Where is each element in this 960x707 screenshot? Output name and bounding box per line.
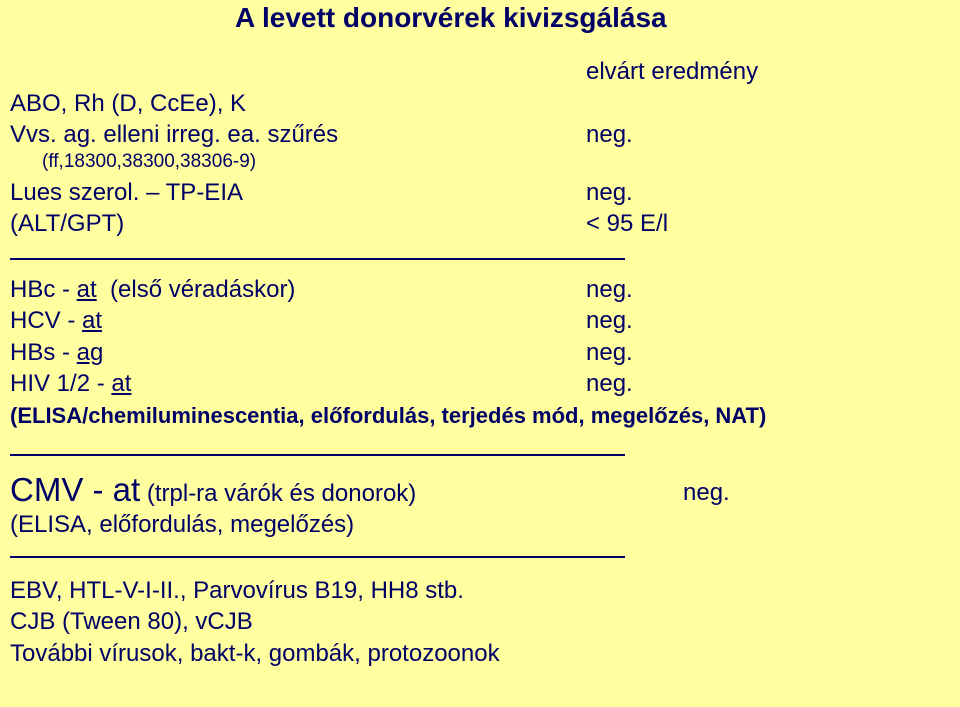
hbc-name: HBc - xyxy=(10,276,77,303)
line-hcv xyxy=(10,307,102,335)
separator-3 xyxy=(10,556,625,558)
hbs-name: HBs - xyxy=(10,339,77,366)
hcv-name: HCV - xyxy=(10,307,82,334)
line-irreg: Vvs. ag. elleni irreg. ea. szűrés xyxy=(10,121,339,148)
separator-2 xyxy=(10,454,625,456)
hiv-name: HIV 1/2 - xyxy=(10,370,112,397)
line-abo: ABO, Rh (D, CcEe), K xyxy=(10,90,247,117)
result-hbc: neg. xyxy=(586,276,633,303)
line-cjb: CJB (Tween 80), vCJB xyxy=(10,608,253,635)
result-lues: neg. xyxy=(586,179,633,206)
hcv-at: at xyxy=(82,307,103,334)
cmv-note: (trpl-ra várók és donorok) xyxy=(140,480,417,507)
cmv-title: CMV - at xyxy=(10,471,141,508)
hbc-at: at xyxy=(76,276,97,303)
line-other: További vírusok, bakt-k, gombák, protozoonok xyxy=(10,640,500,667)
line-cmv xyxy=(10,472,416,508)
result-hiv: neg. xyxy=(586,370,633,397)
hiv-at: at xyxy=(111,370,132,397)
line-ebv: EBV, HTL-V-I-II., Parvovírus B19, HH8 stb. xyxy=(10,577,464,604)
hbc-note: (első véradáskor) xyxy=(96,276,296,303)
hbs-ag: ag xyxy=(76,339,104,366)
result-cmv: neg. xyxy=(683,479,730,506)
line-cmv-note: (ELISA, előfordulás, megelőzés) xyxy=(10,511,355,538)
result-hcv: neg. xyxy=(586,307,633,334)
line-alt: (ALT/GPT) xyxy=(10,210,125,237)
separator-1 xyxy=(10,258,625,260)
line-irreg-sub: (ff,18300,38300,38306-9) xyxy=(42,151,257,172)
line-lues: Lues szerol. – TP-EIA xyxy=(10,179,243,206)
expected-result-header: elvárt eredmény xyxy=(586,58,759,85)
result-irreg: neg. xyxy=(586,121,633,148)
result-hbs: neg. xyxy=(586,339,633,366)
line-elisa-note: (ELISA/chemiluminescentia, előfordulás, terjedés mód, megelőzés, NAT) xyxy=(10,403,767,428)
line-hiv xyxy=(10,370,131,398)
page-title: A levett donorvérek kivizsgálása xyxy=(235,2,667,33)
line-hbc xyxy=(10,276,295,304)
result-alt: < 95 E/l xyxy=(586,210,669,237)
line-hbs xyxy=(10,339,103,367)
